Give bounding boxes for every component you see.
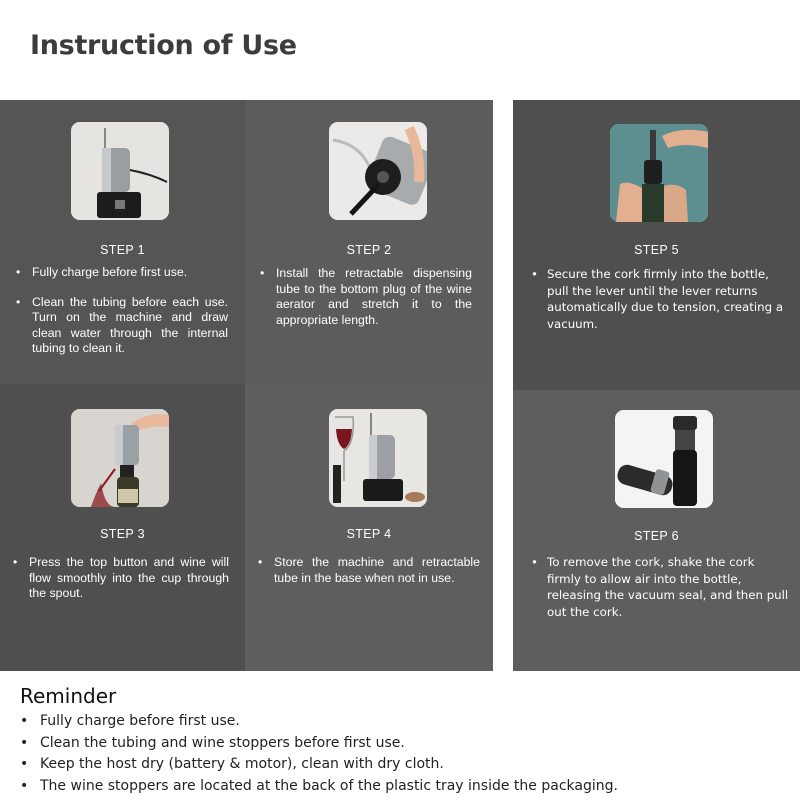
step-4-bullets xyxy=(258,555,480,586)
reminder-list xyxy=(20,711,618,797)
step-4-panel xyxy=(245,384,493,671)
step-1-label: STEP 1 xyxy=(100,243,145,257)
list-item: • Clean the tubing and wine stoppers before first use. xyxy=(20,733,618,755)
reminder-title: Reminder xyxy=(20,684,117,708)
step-6-label: STEP 6 xyxy=(634,529,679,543)
step-3-image xyxy=(71,409,169,507)
step-6-bullets xyxy=(531,554,789,620)
step-6-image xyxy=(615,410,713,508)
step-3-bullets xyxy=(13,555,229,602)
step-4-image xyxy=(329,409,427,507)
list-item: • Press the top button and wine will flow smoothly into the cup through the spout. xyxy=(13,555,229,602)
aerator-on-base-icon xyxy=(71,122,169,220)
step-3-panel xyxy=(0,384,245,671)
step-2-panel xyxy=(245,100,493,384)
step-1-image xyxy=(71,122,169,220)
cork-insert-icon xyxy=(610,124,708,222)
list-item: • To remove the cork, shake the cork firmly to allow air into the bottle, releasing the vacuum seal, and then pull out the cork. xyxy=(531,554,789,620)
step-2-image xyxy=(329,122,427,220)
step-3-label: STEP 3 xyxy=(100,527,145,541)
list-item: • Secure the cork firmly into the bottle, pull the lever until the lever returns automatically due to tension, creating a vacuum. xyxy=(531,266,787,332)
step-1-panel xyxy=(0,100,245,384)
list-item: • Store the machine and retractable tube in the base when not in use. xyxy=(258,555,480,586)
step-5-image xyxy=(610,124,708,222)
page-title: Instruction of Use xyxy=(30,30,297,61)
step-2-bullets xyxy=(260,266,472,328)
step-5-bullets xyxy=(531,266,787,332)
list-item: • The wine stoppers are located at the back of the plastic tray inside the packaging. xyxy=(20,776,618,798)
list-item: • Fully charge before first use. xyxy=(20,711,618,733)
step-1-bullets xyxy=(16,265,228,357)
step-4-label: STEP 4 xyxy=(346,527,392,541)
step-2-label: STEP 2 xyxy=(346,243,392,257)
stored-aerator-icon xyxy=(329,409,427,507)
step-5-label: STEP 5 xyxy=(634,243,679,257)
list-item: • Install the retractable dispensing tube to the bottom plug of the wine aerator and stretch it to the appropriate length. xyxy=(260,266,472,328)
wine-stopper-icon xyxy=(615,410,713,508)
list-item: • Keep the host dry (battery & motor), clean with dry cloth. xyxy=(20,754,618,776)
step-5-panel xyxy=(513,100,800,390)
tube-install-icon xyxy=(329,122,427,220)
list-item: • Clean the tubing before each use. Turn on the machine and draw clean water through the internal tubing to clean it. xyxy=(16,295,228,357)
list-item: • Fully charge before first use. xyxy=(16,265,228,281)
step-6-panel xyxy=(513,390,800,671)
dispensing-wine-icon xyxy=(71,409,169,507)
